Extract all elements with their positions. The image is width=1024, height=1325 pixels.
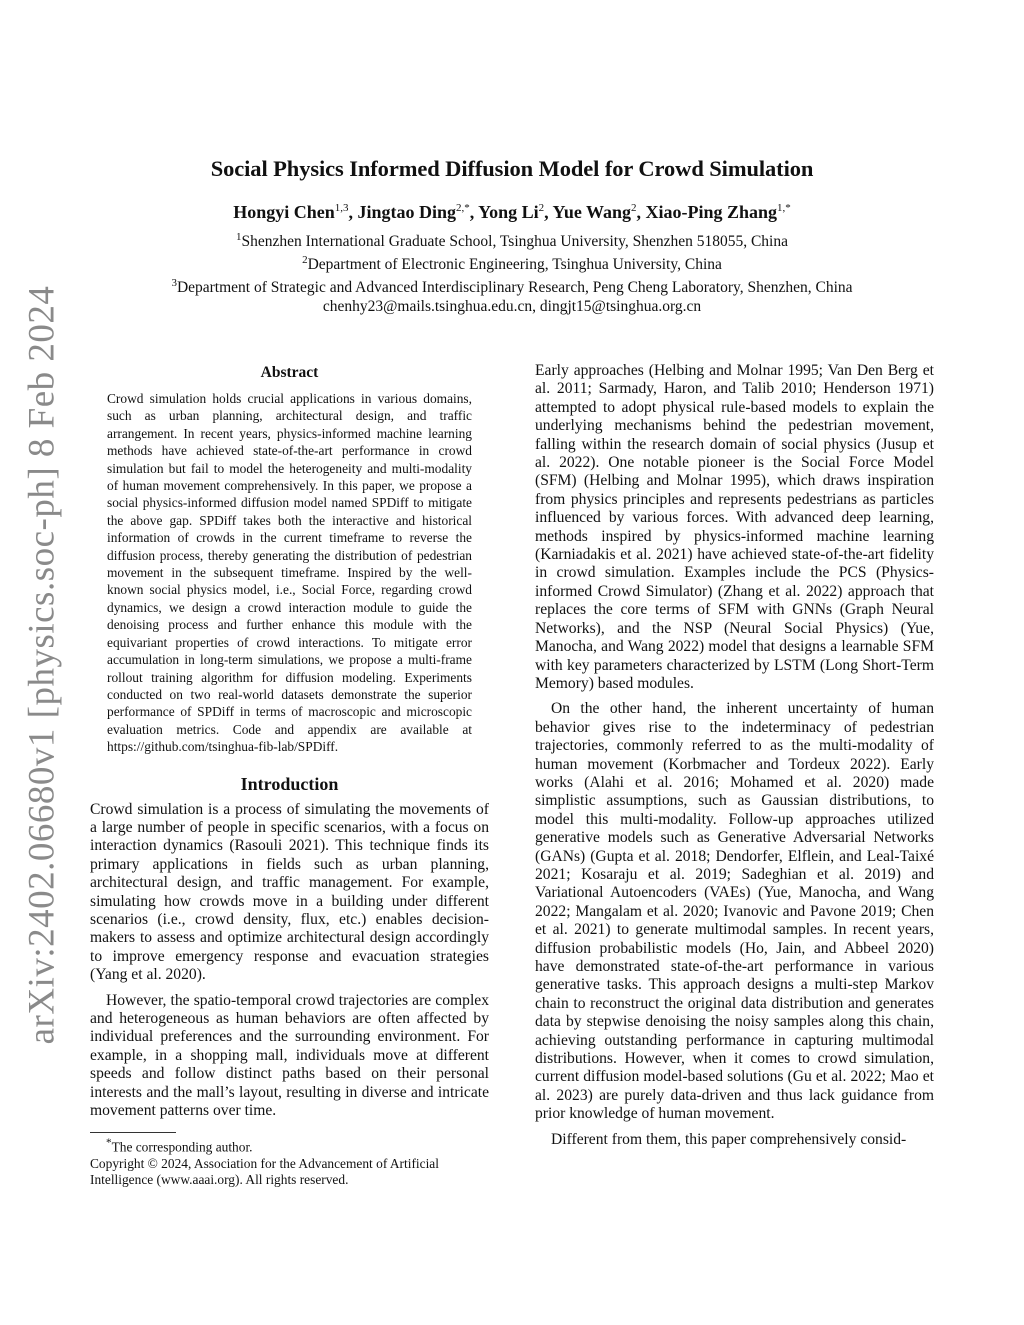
abstract-title: Abstract <box>260 364 319 381</box>
author-list <box>120 202 904 223</box>
author-sep: , <box>469 202 479 222</box>
paper-header <box>120 156 904 316</box>
body-paragraph-3: Different from them, this paper comprehensively consid- <box>551 1130 907 1148</box>
footnote-mark: * <box>106 1137 112 1150</box>
affiliation <box>120 274 904 297</box>
affiliation <box>120 228 904 251</box>
author-sup: 1,3 <box>334 202 349 214</box>
arxiv-id: arXiv:2402.06680v1 [physics.soc-ph] 8 Feb 2024 <box>21 285 63 1045</box>
affiliation-text: Shenzhen International Graduate School, Tsinghua University, Shenzhen 518055, China <box>241 233 788 251</box>
intro-paragraph-2: However, the spatio-temporal crowd trajectories are complex and heterogeneous as human behaviors are often affected by individual preferences and the surrounding environment. For example, in a shopping mall, individuals move at different speeds and follow distinct paths based on their personal interests and the mall’s layout, resulting in diverse and intricate movement patterns over time. <box>90 991 489 1120</box>
author-emails: chenhy23@mails.tsinghua.edu.cn, dingjt15@tsinghua.org.cn <box>322 298 702 316</box>
footnote-corresponding-text: The corresponding author. <box>111 1139 253 1155</box>
footnote-divider <box>90 1132 176 1133</box>
affiliation <box>120 251 904 274</box>
arxiv-stamp <box>16 285 68 1045</box>
affiliation-sup: 2 <box>302 254 308 267</box>
author-sep: , <box>636 202 646 222</box>
author-sep: , <box>348 202 358 222</box>
abstract-body: Crowd simulation holds crucial applications in various domains, such as urban planning, architectural design, and traffic arrangement. In recent years, physics-informed machine learning methods have achieved state-of-the-art performance in crowd simulation but fail to model the heterogeneity and multi-modality of human movement comprehensively. In this paper, we propose a social physics-informed diffusion model named SPDiff to mitigate the above gap. SPDiff takes both the interactive and historical information of crowds in the current timeframe to reverse the diffusion process, thereby generating the distribution of pedestrian movement in the subsequent timeframe. Inspired by the well-known social physics model, i.e., Social Force, regarding crowd dynamics, we design a crowd interaction module to guide the denoising process and further enhance this module with the equivariant properties of crowd interactions. To mitigate error accumulation in long-term simulations, we propose a multi-frame rollout training algorithm for diffusion modeling. Experiments conducted on two real-world datasets demonstrate the superior performance of SPDiff in terms of macroscopic and microscopic evaluation metrics. Code and appendix are available at https://github.com/tsinghua-fib-lab/SPDiff. <box>107 391 472 755</box>
affiliation-text: Department of Electronic Engineering, Tsinghua University, China <box>307 256 722 274</box>
author-name: Yong Li <box>478 202 539 222</box>
affiliation-sup: 1 <box>236 231 242 243</box>
copyright-notice: Copyright © 2024, Association for the Advancement of Artificial Intelligence (www.aaai.org). All rights reserved. <box>90 1155 439 1187</box>
author-name: Hongyi Chen <box>233 202 335 222</box>
author-name: Yue Wang <box>552 202 632 222</box>
author-sup: 2 <box>631 202 637 214</box>
abstract <box>107 364 472 756</box>
left-column <box>90 362 489 1188</box>
body-paragraph-1: Early approaches (Helbing and Molnar 1995; Van Den Berg et al. 2011; Sarmady, Haron, and Talib 2010; Henderson 1971) attempted to adopt physical rule-based models to explain the underlying mechanisms behind the pedestrian movement, falling within the research domain of social physics (Jusup et al. 2022). One notable pioneer is the Social Force Model (SFM) (Helbing and Molnar 1995), which draws inspiration from physics principles and represents pedestrians as particles influenced by various forces. With advanced deep learning, methods inspired by physics-informed machine learning (Karniadakis et al. 2021) have achieved state-of-the-art fidelity in crowd simulation. Examples include the PCS (Physics-informed Crowd Simulator) (Zhang et al. 2022) approach that replaces the core terms of SFM with GNNs (Graph Neural Networks), and the NSP (Neural Social Physics) (Yue, Manocha, and Wang 2022) model that designs a learnable SFM with key parameters characterized by LSTM (Long Short-Term Memory) based modules. <box>535 362 934 692</box>
right-column <box>535 362 934 1149</box>
paper-title: Social Physics Informed Diffusion Model for Crowd Simulation <box>210 156 814 181</box>
author-name: Jingtao Ding <box>357 202 456 222</box>
footnote-corresponding <box>90 1135 489 1155</box>
author-sep: , <box>544 202 553 222</box>
section-title-introduction: Introduction <box>240 773 339 794</box>
body-paragraph-2: On the other hand, the inherent uncertainty of human behavior gives rise to the indeterminacy of pedestrian trajectories, commonly referred to as the multi-modality of human movement (Korbmacher and Tordeux 2022). Early works (Alahi et al. 2016; Mohamed et al. 2020) made simplistic assumptions, such as Gaussian distributions, to model this multi-modality. Follow-up approaches utilized generative models such as Generative Adversarial Networks (GANs) (Gupta et al. 2018; Dendorfer, Elflein, and Leal-Taixé 2021; Kosaraju et al. 2019; Sadeghian et al. 2019) and Variational Autoencoders (VAEs) (Yue, Manocha, and Wang 2022; Mangalam et al. 2020; Ivanovic and Pavone 2019; Chen et al. 2021) to generate multimodal samples. In recent years, diffusion probabilistic models (Ho, Jain, and Abbeel 2020) have demonstrated state-of-the-art performance in various generative tasks. This approach designs a multi-step Markov chain to reconstruct the original data distribution and generates data by stepwise denoising the noisy samples along this chain, achieving outstanding performance in capturing multimodal distributions. However, when it comes to crowd simulation, current diffusion model-based solutions (Gu et al. 2022; Mao et al. 2023) are purely data-driven and thus lack guidance from prior knowledge of human movement. <box>535 700 934 1123</box>
author-sup: 2,* <box>456 202 470 214</box>
author-sup: 2 <box>538 202 545 214</box>
author-name: Xiao-Ping Zhang <box>645 202 778 222</box>
affiliation-text: Department of Strategic and Advanced Interdisciplinary Research, Peng Cheng Laboratory, Shenzhen, China <box>176 279 853 297</box>
intro-paragraph-1: Crowd simulation is a process of simulating the movements of a large number of people in specific scenarios, with a focus on interaction dynamics (Rasouli 2021). This technique finds its primary applications in fields such as urban planning, architectural design, and traffic management. For example, simulating how crowds move in a building under different scenarios (i.e., crowd density, flux, etc.) enables decision-makers to assess and optimize architectural design accordingly to improve emergency response and evacuation strategies (Yang et al. 2020). <box>90 800 489 984</box>
affiliation-sup: 3 <box>171 277 177 290</box>
author-sup: 1,* <box>777 202 791 214</box>
